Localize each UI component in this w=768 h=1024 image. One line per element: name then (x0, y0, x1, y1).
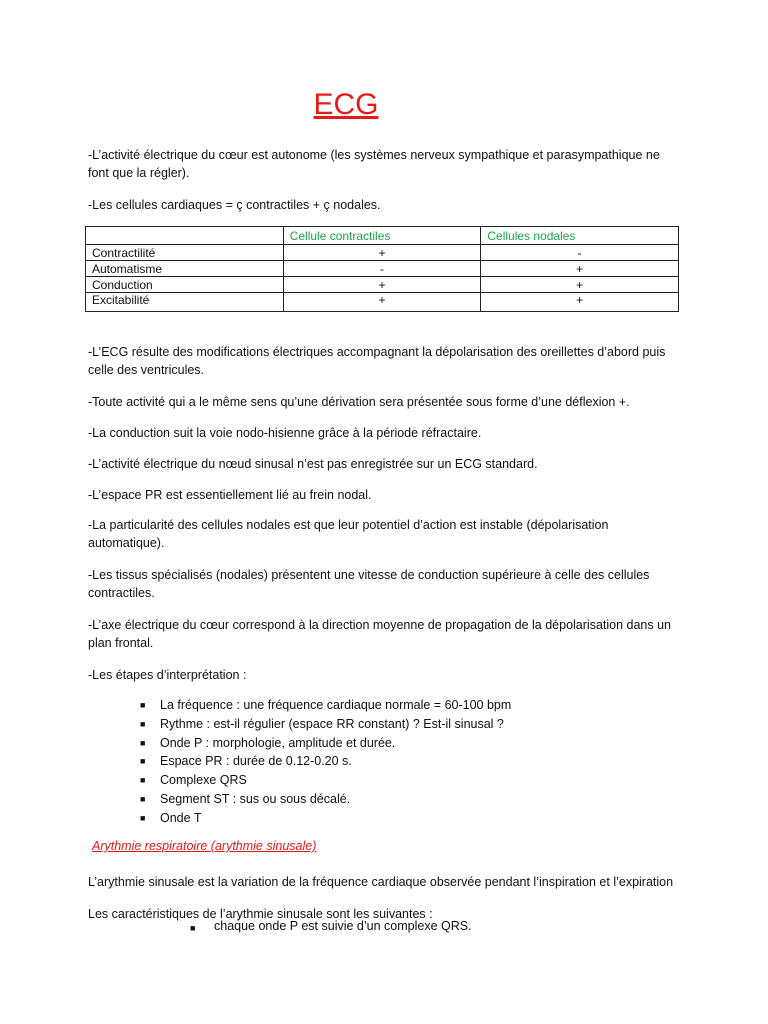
bullet-square-icon: ■ (140, 718, 146, 729)
intro-paragraph-2: -Les cellules cardiaques = ç contractiles + ç nodales. (88, 198, 381, 212)
table-header-cell: Cellule contractiles (283, 227, 481, 245)
bullet-square-icon: ■ (140, 737, 146, 748)
statement-paragraph: -Toute activité qui a le même sens qu’une dérivation sera présentée sous forme d’une déflexion +. (88, 395, 630, 409)
list-item-text: Complexe QRS (160, 773, 247, 788)
table-cell: Contractilité (86, 245, 284, 261)
table-header-cell (86, 227, 284, 245)
bullet-square-icon: ■ (190, 923, 196, 933)
list-item (140, 734, 511, 753)
table-cell: Excitabilité (86, 293, 284, 312)
list-item (140, 752, 511, 771)
cell-properties-table (85, 226, 679, 312)
table-cell: + (481, 261, 679, 277)
list-item (140, 715, 511, 734)
table-row (86, 277, 679, 293)
list-item (190, 919, 472, 937)
bullet-square-icon: ■ (140, 812, 146, 823)
section-heading: Arythmie respiratoire (arythmie sinusale) (92, 839, 317, 853)
bullet-square-icon: ■ (140, 793, 146, 804)
table-cell: + (283, 277, 481, 293)
list-item-text: Segment ST : sus ou sous décalé. (160, 791, 351, 806)
section-definition: L’arythmie sinusale est la variation de la fréquence cardiaque observée pendant l’inspiration et l’expiration (88, 875, 674, 889)
statement-paragraph: -L’activité électrique du nœud sinusal n’est pas enregistrée sur un ECG standard. (88, 457, 538, 471)
statement-paragraph: -L’ECG résulte des modifications électriques accompagnant la dépolarisation des oreillettes d’abord puis celle des ventricules. (88, 345, 666, 377)
bullet-square-icon: ■ (140, 700, 146, 710)
table-cell: - (481, 245, 679, 261)
table-row (86, 293, 679, 312)
bullet-square-icon: ■ (140, 775, 146, 786)
table-cell: + (481, 293, 679, 312)
table-cell: + (283, 293, 481, 312)
interpretation-steps-list (140, 696, 511, 828)
table-cell: + (481, 277, 679, 293)
statement-paragraph: -La particularité des cellules nodales est que leur potentiel d’action est instable (dépolarisation automatique). (88, 518, 609, 550)
interpretation-steps-heading: -Les étapes d’interprétation : (88, 668, 247, 682)
list-item-text: Onde T (160, 810, 202, 825)
statement-paragraph: -L’espace PR est essentiellement lié au frein nodal. (88, 488, 372, 502)
table-row (86, 245, 679, 261)
list-item (140, 696, 511, 715)
bullet-square-icon: ■ (140, 756, 146, 767)
section-characteristics-intro: Les caractéristiques de l’arythmie sinusale sont les suivantes : (88, 907, 433, 921)
table-cell: - (283, 261, 481, 277)
table-row (86, 261, 679, 277)
statement-paragraph: -L’axe électrique du cœur correspond à la direction moyenne de propagation de la dépolarisation dans un plan frontal. (88, 618, 672, 650)
list-item-text: Espace PR : durée de 0.12-0.20 s. (160, 754, 352, 769)
list-item-text: chaque onde P est suivie d’un complexe QRS. (214, 919, 472, 933)
list-item-text: La fréquence : une fréquence cardiaque normale = 60-100 bpm (160, 698, 512, 712)
list-item (140, 790, 511, 809)
table-header-cell: Cellules nodales (481, 227, 679, 245)
list-item-text: Rythme : est-il régulier (espace RR constant) ? Est-il sinusal ? (160, 716, 504, 731)
table-cell: + (283, 245, 481, 261)
table-cell: Automatisme (86, 261, 284, 277)
table-cell: Conduction (86, 277, 284, 293)
list-item-text: Onde P : morphologie, amplitude et durée. (160, 735, 396, 750)
page-title: ECG (313, 88, 379, 121)
list-item (140, 809, 511, 828)
list-item (140, 771, 511, 790)
statement-paragraph: -Les tissus spécialisés (nodales) présentent une vitesse de conduction supérieure à celle des cellules contractiles. (88, 568, 650, 600)
intro-paragraph-1: -L’activité électrique du cœur est autonome (les systèmes nerveux sympathique et parasympathique ne font que la régler). (88, 148, 660, 180)
statement-paragraph: -La conduction suit la voie nodo-hisienne grâce à la période réfractaire. (88, 426, 482, 440)
table-header-row (86, 227, 679, 245)
